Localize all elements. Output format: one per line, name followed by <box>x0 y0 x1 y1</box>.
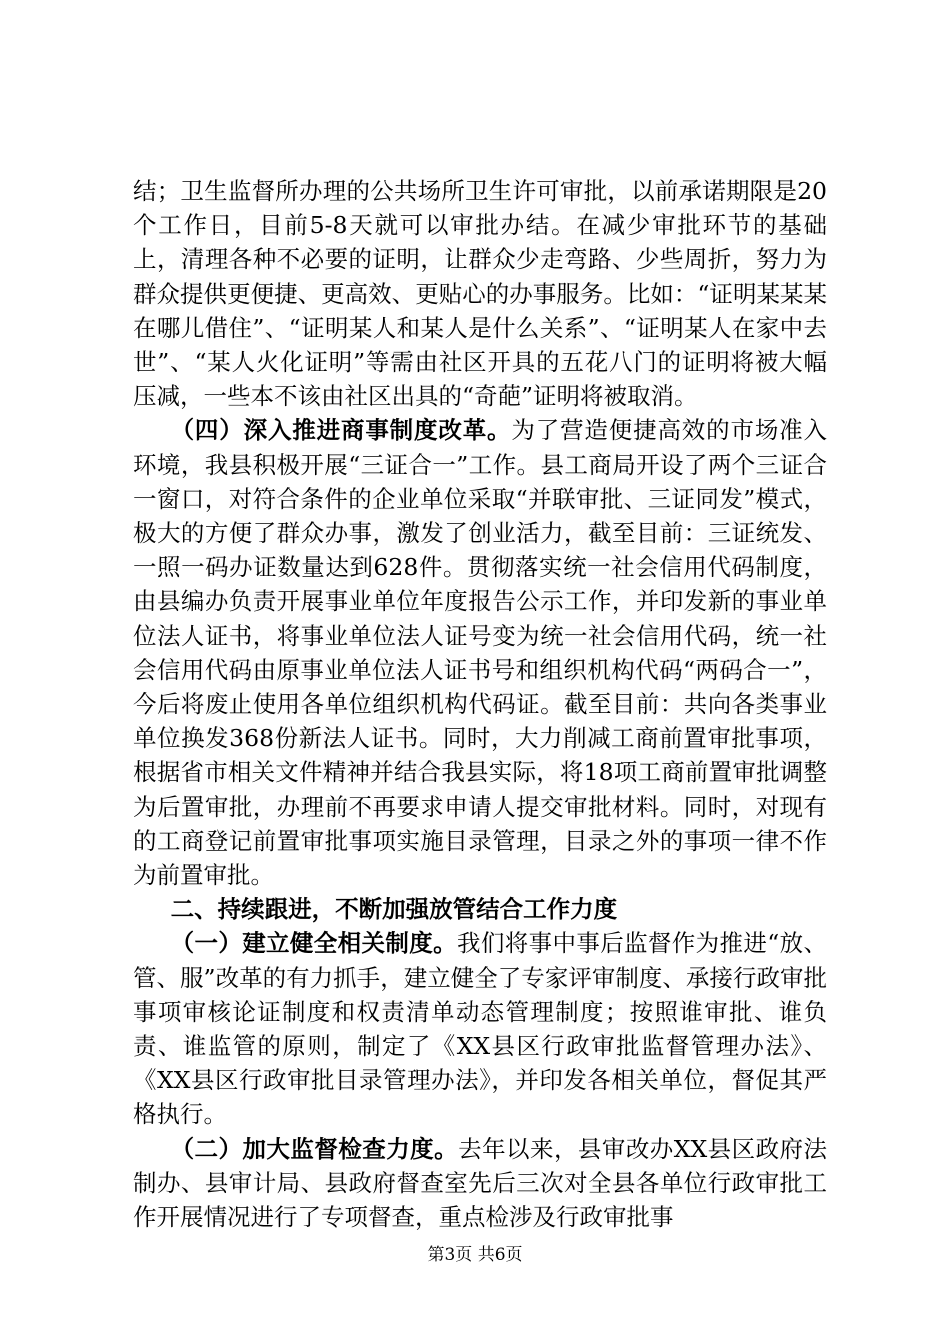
document-body <box>133 174 827 1234</box>
paragraph-text: 为了营造便捷高效的市场准入环境，我县积极开展“三证合一”工作。县工商局开设了两个三证合一窗口，对符合条件的企业单位采取“并联审批、三证同发”模式，极大的方便了群众办事，激发了创业活力，截至目前：三证统发、一照一码办证数量达到628件。贯彻落实统一社会信用代码制度，由县编办负责开展事业单位年度报告公示工作，并印发新的事业单位法人证书，将事业单位法人证号变为统一社会信用代码，统一社会信用代码由原事业单位法人证书号和组织机构代码“两码合一”，今后将废止使用各单位组织机构代码证。截至目前：共向各类事业单位换发368份新法人证书。同时，大力削减工商前置审批事项，根据省市相关文件精神并结合我县实际，将18项工商前置审批调整为后置审批，办理前不再要求申请人提交审批材料。同时，对现有的工商登记前置审批事项实施目录管理，目录之外的事项一律不作为前置审批。 <box>133 416 828 890</box>
paragraph-establish-systems <box>133 926 827 1131</box>
paragraph-business-reform <box>133 413 827 892</box>
page-number: 第3页 共6页 <box>427 1245 523 1265</box>
paragraph-text: 结；卫生监督所办理的公共场所卫生许可审批，以前承诺期限是20个工作日，目前5-8天就可以审批办结。在减少审批环节的基础上，清理各种不必要的证明，让群众少走弯路、少些周折，努力为群众提供更便捷、更高效、更贴心的办事服务。比如：“证明某某某在哪儿借住”、“证明某人和某人是什么关系”、“证明某人在家中去世”、“某人火化证明”等需由社区开具的五花八门的证明将被大幅压减，一些本不该由社区出具的“奇葩”证明将被取消。 <box>133 177 827 411</box>
section-heading: 二、持续跟进，不断加强放管结合工作力度 <box>170 895 618 924</box>
paragraph-text: 去年以来，县审改办XX县区政府法制办、县审计局、县政府督查室先后三次对全县各单位行政审批工作开展情况进行了专项督查，重点检涉及行政审批事 <box>133 1134 827 1232</box>
paragraph-lead-heading: （二）加大监督检查力度。 <box>170 1134 459 1163</box>
paragraph-supervision <box>133 1132 827 1235</box>
paragraph-lead-heading: （一）建立健全相关制度。 <box>170 929 457 958</box>
page-footer <box>0 1240 950 1265</box>
paragraph-continuation <box>133 174 827 413</box>
paragraph-lead-heading: （四）深入推进商事制度改革。 <box>170 416 512 445</box>
paragraph-text: 我们将事中事后监督作为推进“放、管、服”改革的有力抓手，建立健全了专家评审制度、承接行政审批事项审核论证制度和权责清单动态管理制度；按照谁审批、谁负责、谁监管的原则，制定了《XX县区行政审批监督管理办法》、《XX县区行政审批目录管理办法》，并印发各相关单位，督促其严格执行。 <box>133 929 828 1129</box>
